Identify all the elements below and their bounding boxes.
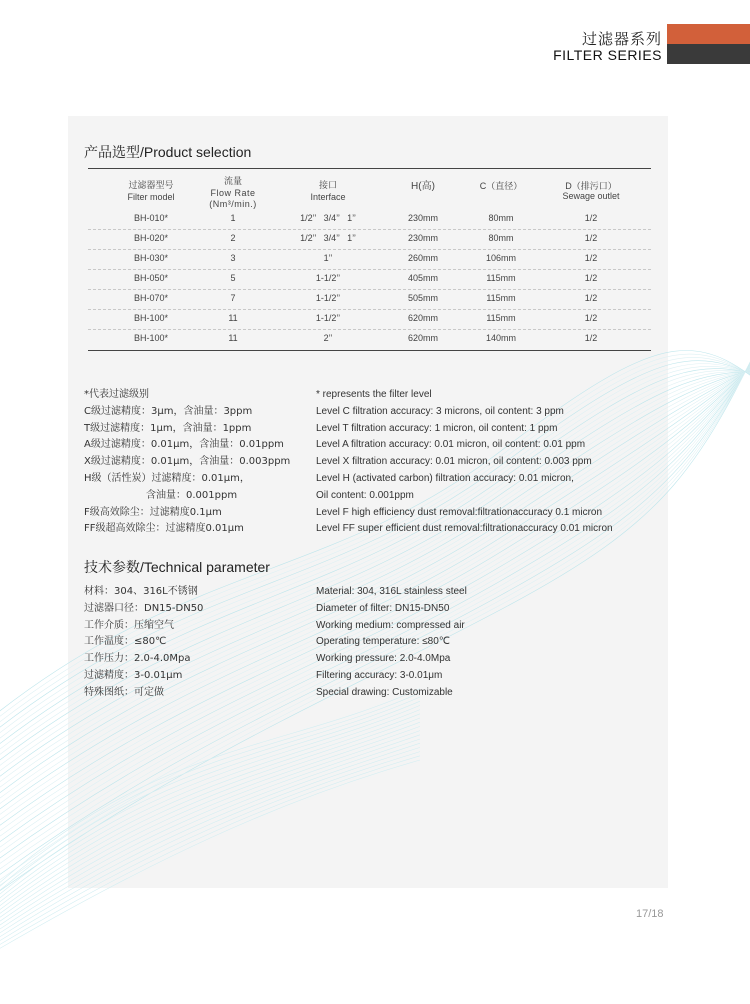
col-header-height: H(高) xyxy=(411,181,435,192)
cell-flow: 11 xyxy=(228,313,238,323)
col-header-outlet-en: Sewage outlet xyxy=(562,191,620,201)
row-divider xyxy=(88,289,651,290)
row-divider xyxy=(88,309,651,310)
cell-height: 505mm xyxy=(407,293,438,303)
col-header-flow-cn: 流量 xyxy=(223,176,242,186)
note-line: X级过滤精度：0.01μm，含油量：0.003ppm xyxy=(84,456,291,468)
note-line: *代表过滤级别 xyxy=(84,389,149,400)
cell-outlet: 1/2 xyxy=(584,253,598,263)
col-header-flow-unit: (Nm³/min.) xyxy=(209,199,257,209)
col-header-model-cn: 过滤器型号 xyxy=(128,180,174,190)
filter-level-notes-en xyxy=(316,387,613,538)
note-line: FF级超高效除尘：过滤精度0.01μm xyxy=(84,523,244,535)
cell-diameter: 115mm xyxy=(486,273,516,283)
note-line: Level X filtration accuracy: 0.01 micron, oil content: 0.003 ppm xyxy=(316,456,592,468)
cell-model: BH-100* xyxy=(133,313,169,323)
note-line: Level A filtration accuracy: 0.01 micron, oil content: 0.01 ppm xyxy=(316,439,586,451)
cell-outlet: 1/2 xyxy=(584,333,598,343)
param-line: 过滤精度：3-0.01μm xyxy=(84,669,183,681)
page-number: 17/18 xyxy=(636,908,664,920)
cell-outlet: 1/2 xyxy=(584,213,598,223)
cell-interface: 1-1/2’’ xyxy=(315,293,341,303)
cell-model: BH-050* xyxy=(133,273,169,283)
cell-interface: 2’’ xyxy=(323,333,333,343)
col-header-interface-en: Interface xyxy=(310,192,346,202)
cell-height: 230mm xyxy=(407,233,438,243)
note-line: Level T filtration accuracy: 1 micron, oil content: 1 ppm xyxy=(316,422,558,434)
cell-flow: 11 xyxy=(228,333,238,343)
param-line: 过滤器口径：DN15-DN50 xyxy=(84,602,204,614)
cell-model: BH-100* xyxy=(133,333,169,343)
cell-height: 260mm xyxy=(407,253,438,263)
series-title-cn: 过滤器系列 xyxy=(581,30,662,48)
note-line: Level F high efficiency dust removal:filtrationaccuracy 0.1 micron xyxy=(316,506,603,518)
note-line: F级高效除尘：过滤精度0.1μm xyxy=(84,506,222,518)
cell-diameter: 80mm xyxy=(488,213,514,223)
param-line: Working pressure: 2.0-4.0Mpa xyxy=(316,653,451,665)
cell-interface: 1’’ xyxy=(323,253,333,263)
cell-diameter: 115mm xyxy=(486,293,516,303)
param-line: 特殊图纸：可定做 xyxy=(84,686,164,698)
cell-diameter: 140mm xyxy=(485,333,516,343)
cell-interface: 1-1/2’’ xyxy=(315,313,341,323)
table-row xyxy=(0,213,750,233)
series-title-en: FILTER SERIES xyxy=(553,47,662,63)
row-divider xyxy=(88,249,651,250)
table-row xyxy=(0,273,750,293)
cell-height: 620mm xyxy=(407,333,438,343)
cell-model: BH-010* xyxy=(133,213,169,223)
cell-height: 405mm xyxy=(407,273,438,283)
param-line: Working medium: compressed air xyxy=(316,619,465,631)
note-line: Oil content: 0.001ppm xyxy=(316,489,414,501)
filter-level-notes-cn xyxy=(84,387,290,538)
accent-bar-orange xyxy=(667,24,750,44)
cell-interface: 1/2’’ 3/4’’ 1’’ xyxy=(300,233,356,243)
param-line: Diameter of filter: DN15-DN50 xyxy=(316,602,450,614)
cell-model: BH-030* xyxy=(133,253,169,263)
cell-height: 620mm xyxy=(407,313,438,323)
table-row xyxy=(0,253,750,273)
col-header-interface-cn: 接口 xyxy=(318,180,337,190)
param-line: 材料：304、316L不锈钢 xyxy=(84,586,198,597)
note-line: H级（活性炭）过滤精度：0.01μm， xyxy=(84,472,250,484)
note-line: A级过滤精度：0.01μm，含油量：0.01ppm xyxy=(84,439,284,451)
param-line: 工作介质：压缩空气 xyxy=(84,619,174,631)
cell-flow: 1 xyxy=(230,213,236,223)
table-row xyxy=(0,313,750,333)
note-line: Level FF super efficient dust removal:filtrationaccuracy 0.01 micron xyxy=(316,523,613,535)
cell-flow: 3 xyxy=(230,253,236,263)
note-line: C级过滤精度：3μm，含油量：3ppm xyxy=(84,405,253,417)
technical-params-cn xyxy=(84,584,203,702)
param-line: Operating temperature: ≤80℃ xyxy=(316,636,451,648)
cell-outlet: 1/2 xyxy=(584,293,598,303)
cell-model: BH-070* xyxy=(133,293,169,303)
cell-model: BH-020* xyxy=(133,233,169,243)
note-line: Level C filtration accuracy: 3 microns, oil content: 3 ppm xyxy=(316,405,564,417)
table-row xyxy=(0,233,750,253)
col-header-model-en: Filter model xyxy=(127,192,175,202)
note-line: 含油量：0.001ppm xyxy=(146,489,238,501)
note-line: T级过滤精度：1μm，含油量：1ppm xyxy=(84,422,252,434)
cell-height: 230mm xyxy=(407,213,438,223)
param-line: 工作压力：2.0-4.0Mpa xyxy=(84,653,191,665)
param-line: Material: 304, 316L stainless steel xyxy=(316,586,467,597)
product-selection-title: 产品选型/Product selection xyxy=(84,144,252,160)
param-line: Special drawing: Customizable xyxy=(316,686,453,698)
col-header-flow-en: Flow Rate xyxy=(210,188,256,198)
cell-outlet: 1/2 xyxy=(584,313,598,323)
param-line: 工作温度：≤80℃ xyxy=(84,636,167,648)
param-line: Filtering accuracy: 3-0.01μm xyxy=(316,669,443,681)
accent-bar-dark xyxy=(667,44,750,64)
table-row xyxy=(0,293,750,313)
note-line: * represents the filter level xyxy=(316,389,432,400)
cell-diameter: 80mm xyxy=(488,233,514,243)
table-top-rule xyxy=(88,168,651,169)
cell-diameter: 106mm xyxy=(485,253,516,263)
row-divider xyxy=(88,329,651,330)
technical-params-en xyxy=(316,584,467,702)
cell-diameter: 115mm xyxy=(486,313,516,323)
cell-interface: 1-1/2’’ xyxy=(315,273,341,283)
cell-outlet: 1/2 xyxy=(584,273,598,283)
cell-outlet: 1/2 xyxy=(584,233,598,243)
cell-flow: 5 xyxy=(230,273,236,283)
technical-parameter-title: 技术参数/Technical parameter xyxy=(84,559,270,575)
cell-flow: 7 xyxy=(230,293,236,303)
row-divider xyxy=(88,229,651,230)
note-line: Level H (activated carbon) filtration accuracy: 0.01 micron, xyxy=(316,472,574,484)
table-bottom-rule xyxy=(88,350,651,351)
col-header-diameter: C（直径） xyxy=(479,181,523,191)
cell-flow: 2 xyxy=(230,233,236,243)
col-header-outlet-cn: D（排污口） xyxy=(565,181,617,191)
row-divider xyxy=(88,269,651,270)
cell-interface: 1/2’’ 3/4’’ 1’’ xyxy=(300,213,356,223)
